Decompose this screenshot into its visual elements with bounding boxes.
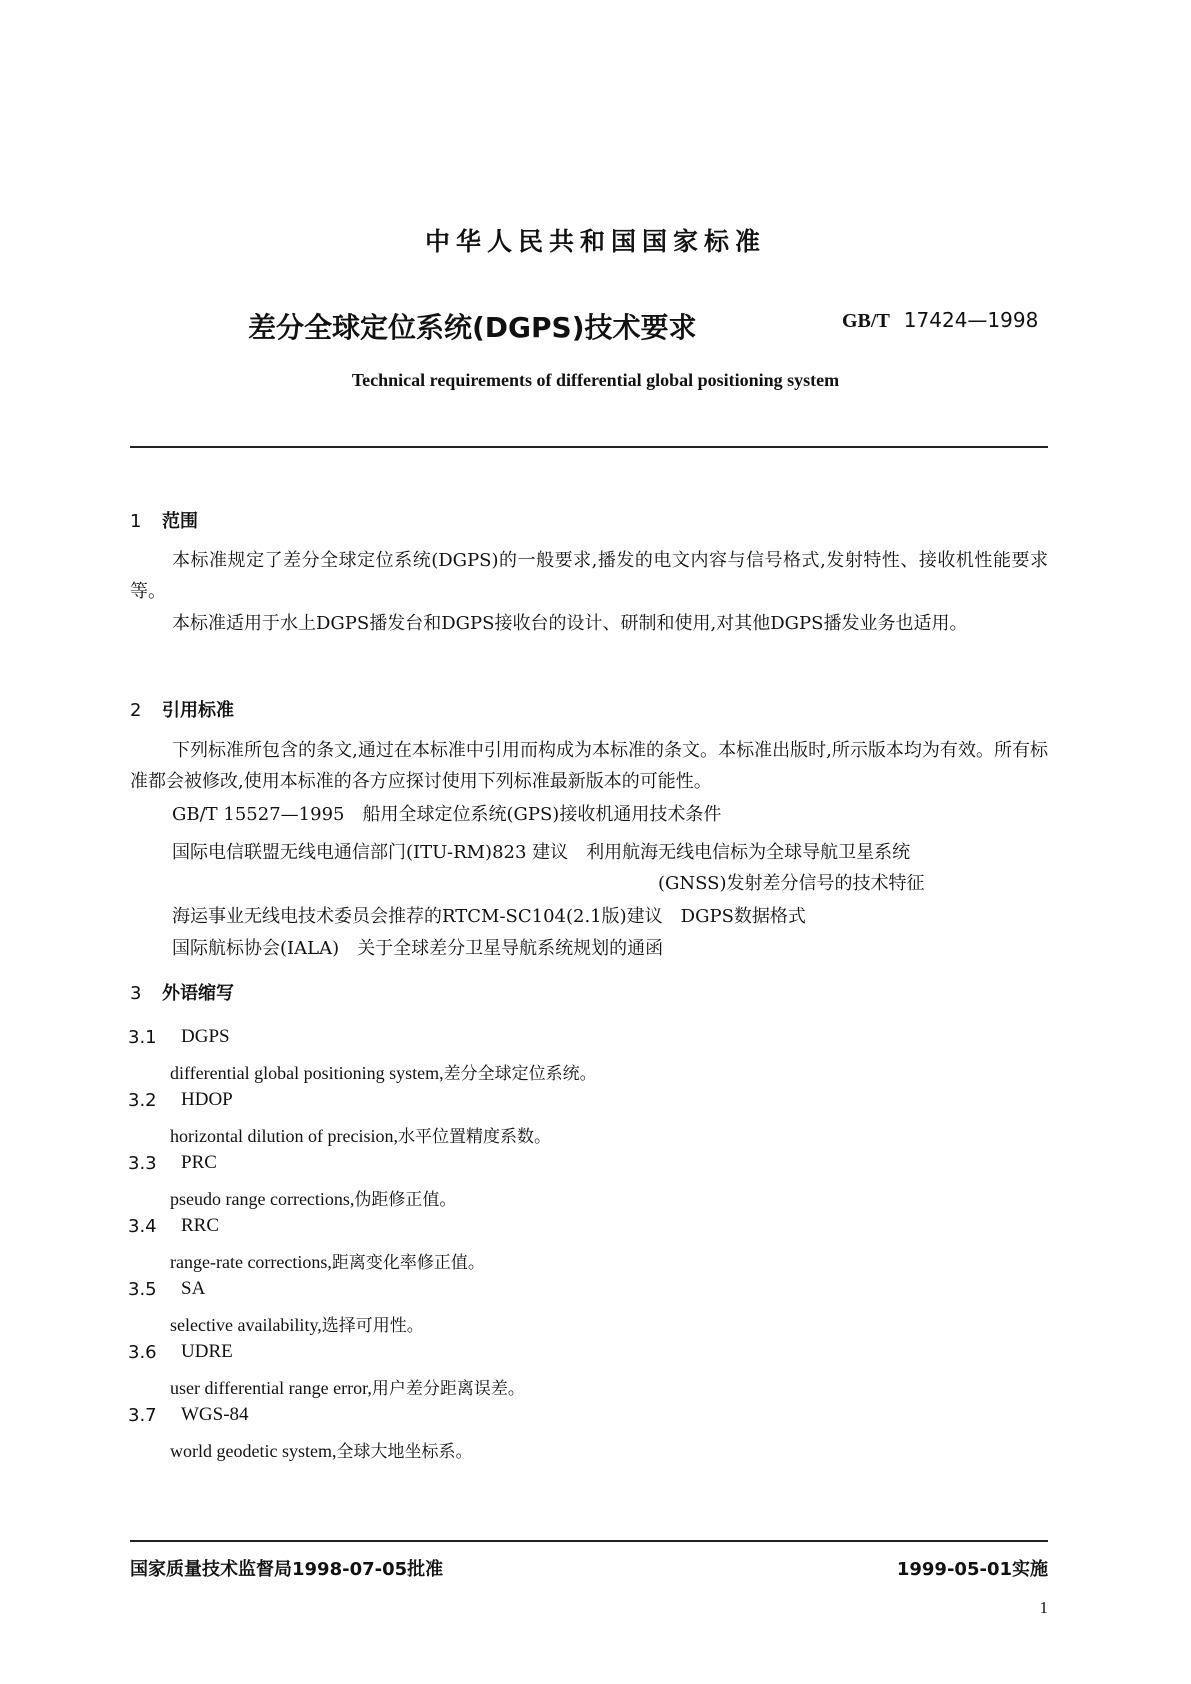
scope-paragraph-2: 本标准适用于水上DGPS播发台和DGPS接收台的设计、研制和使用,对其他DGPS播发业务也适用。 (172, 613, 968, 634)
term-abbreviation: RRC (181, 1215, 220, 1236)
term-abbreviation: SA (181, 1278, 206, 1299)
term-number: 3.6 (128, 1342, 157, 1363)
standard-code-number: 17424—1998 (903, 308, 1039, 332)
term-number: 3.4 (128, 1216, 157, 1237)
term-definition (170, 1437, 472, 1462)
reference-title: 利用航海无线电信标为全球导航卫星系统 (586, 842, 911, 863)
reference-code: 国际电信联盟无线电通信部门(ITU-RM)823 建议 (172, 842, 569, 863)
reference-item (172, 902, 806, 928)
term-definition (170, 1311, 424, 1336)
term-definition-zh: 用户差分距离误差。 (371, 1379, 525, 1399)
term-number: 3.3 (128, 1153, 157, 1174)
header-divider (130, 446, 1048, 448)
reference-item (172, 838, 910, 864)
term-definition-en: range-rate corrections, (170, 1252, 332, 1272)
term-abbreviation: PRC (181, 1152, 217, 1173)
term-number: 3.5 (128, 1279, 157, 1300)
document-title-zh: 差分全球定位系统(DGPS)技术要求 (248, 311, 697, 344)
term-definition (170, 1122, 551, 1147)
section-title: 外语缩写 (162, 983, 234, 1004)
term-abbreviation: DGPS (181, 1026, 230, 1047)
section-number: 3 (130, 983, 142, 1004)
term-definition-zh: 伪距修正值。 (354, 1190, 457, 1210)
term-definition (170, 1248, 485, 1273)
standard-code (842, 308, 1038, 333)
term-number: 3.2 (128, 1090, 157, 1111)
term-definition (170, 1059, 597, 1084)
section-heading-abbreviations (130, 979, 234, 1005)
effective-date: 1999-05-01实施 (896, 1559, 1048, 1580)
term-abbreviation: WGS-84 (181, 1404, 249, 1425)
term-definition-zh: 全球大地坐标系。 (336, 1442, 473, 1462)
term-definition (170, 1185, 456, 1210)
approval-note: 国家质量技术监督局1998-07-05批准 (130, 1559, 444, 1580)
reference-title: DGPS数据格式 (680, 906, 806, 927)
reference-title: 关于全球差分卫星导航系统规划的通函 (357, 938, 664, 959)
term-abbreviation: UDRE (181, 1341, 233, 1362)
section-number: 2 (130, 700, 142, 721)
standard-code-prefix: GB/T (842, 310, 890, 332)
footer-divider (130, 1540, 1048, 1542)
references-paragraph: 下列标准所包含的条文,通过在本标准中引用而构成为本标准的条文。本标准出版时,所示版本均为有效。所有标准都会被修改,使用本标准的各方应探讨使用下列标准最新版本的可能性。 (130, 740, 1048, 792)
section-title: 引用标准 (162, 700, 234, 721)
reference-code: 海运事业无线电技术委员会推荐的RTCM-SC104(2.1版)建议 (172, 906, 663, 927)
scope-paragraph-1: 本标准规定了差分全球定位系统(DGPS)的一般要求,播发的电文内容与信号格式,发射特性、接收机性能要求等。 (130, 550, 1048, 602)
term-definition-en: selective availability, (170, 1315, 322, 1335)
section-title: 范围 (162, 511, 198, 532)
term-definition-en: horizontal dilution of precision, (170, 1126, 398, 1146)
term-definition-zh: 水平位置精度系数。 (397, 1127, 551, 1147)
page-number: 1 (1039, 1598, 1048, 1617)
section-heading-references (130, 696, 234, 722)
reference-title: 船用全球定位系统(GPS)接收机通用技术条件 (362, 804, 722, 825)
term-definition-en: differential global positioning system, (170, 1063, 444, 1083)
term-definition-zh: 差分全球定位系统。 (443, 1064, 597, 1084)
reference-item (172, 934, 663, 960)
term-abbreviation: HDOP (181, 1089, 233, 1110)
reference-title-continued: (GNSS)发射差分信号的技术特征 (658, 873, 925, 894)
term-definition-en: pseudo range corrections, (170, 1189, 355, 1209)
term-number: 3.7 (128, 1405, 157, 1426)
section-heading-scope (130, 507, 198, 533)
reference-code: 国际航标协会(IALA) (172, 938, 340, 959)
term-definition-zh: 选择可用性。 (321, 1316, 424, 1336)
reference-item (172, 800, 721, 826)
national-standard-heading: 中华人民共和国国家标准 (424, 227, 766, 256)
term-definition-en: user differential range error, (170, 1378, 372, 1398)
document-title-en: Technical requirements of differential global positioning system (351, 370, 840, 390)
reference-code: GB/T 15527—1995 (172, 804, 345, 825)
term-definition-zh: 距离变化率修正值。 (331, 1253, 485, 1273)
term-number: 3.1 (128, 1027, 157, 1048)
section-number: 1 (130, 511, 142, 532)
term-definition (170, 1374, 525, 1399)
term-definition-en: world geodetic system, (170, 1441, 337, 1461)
